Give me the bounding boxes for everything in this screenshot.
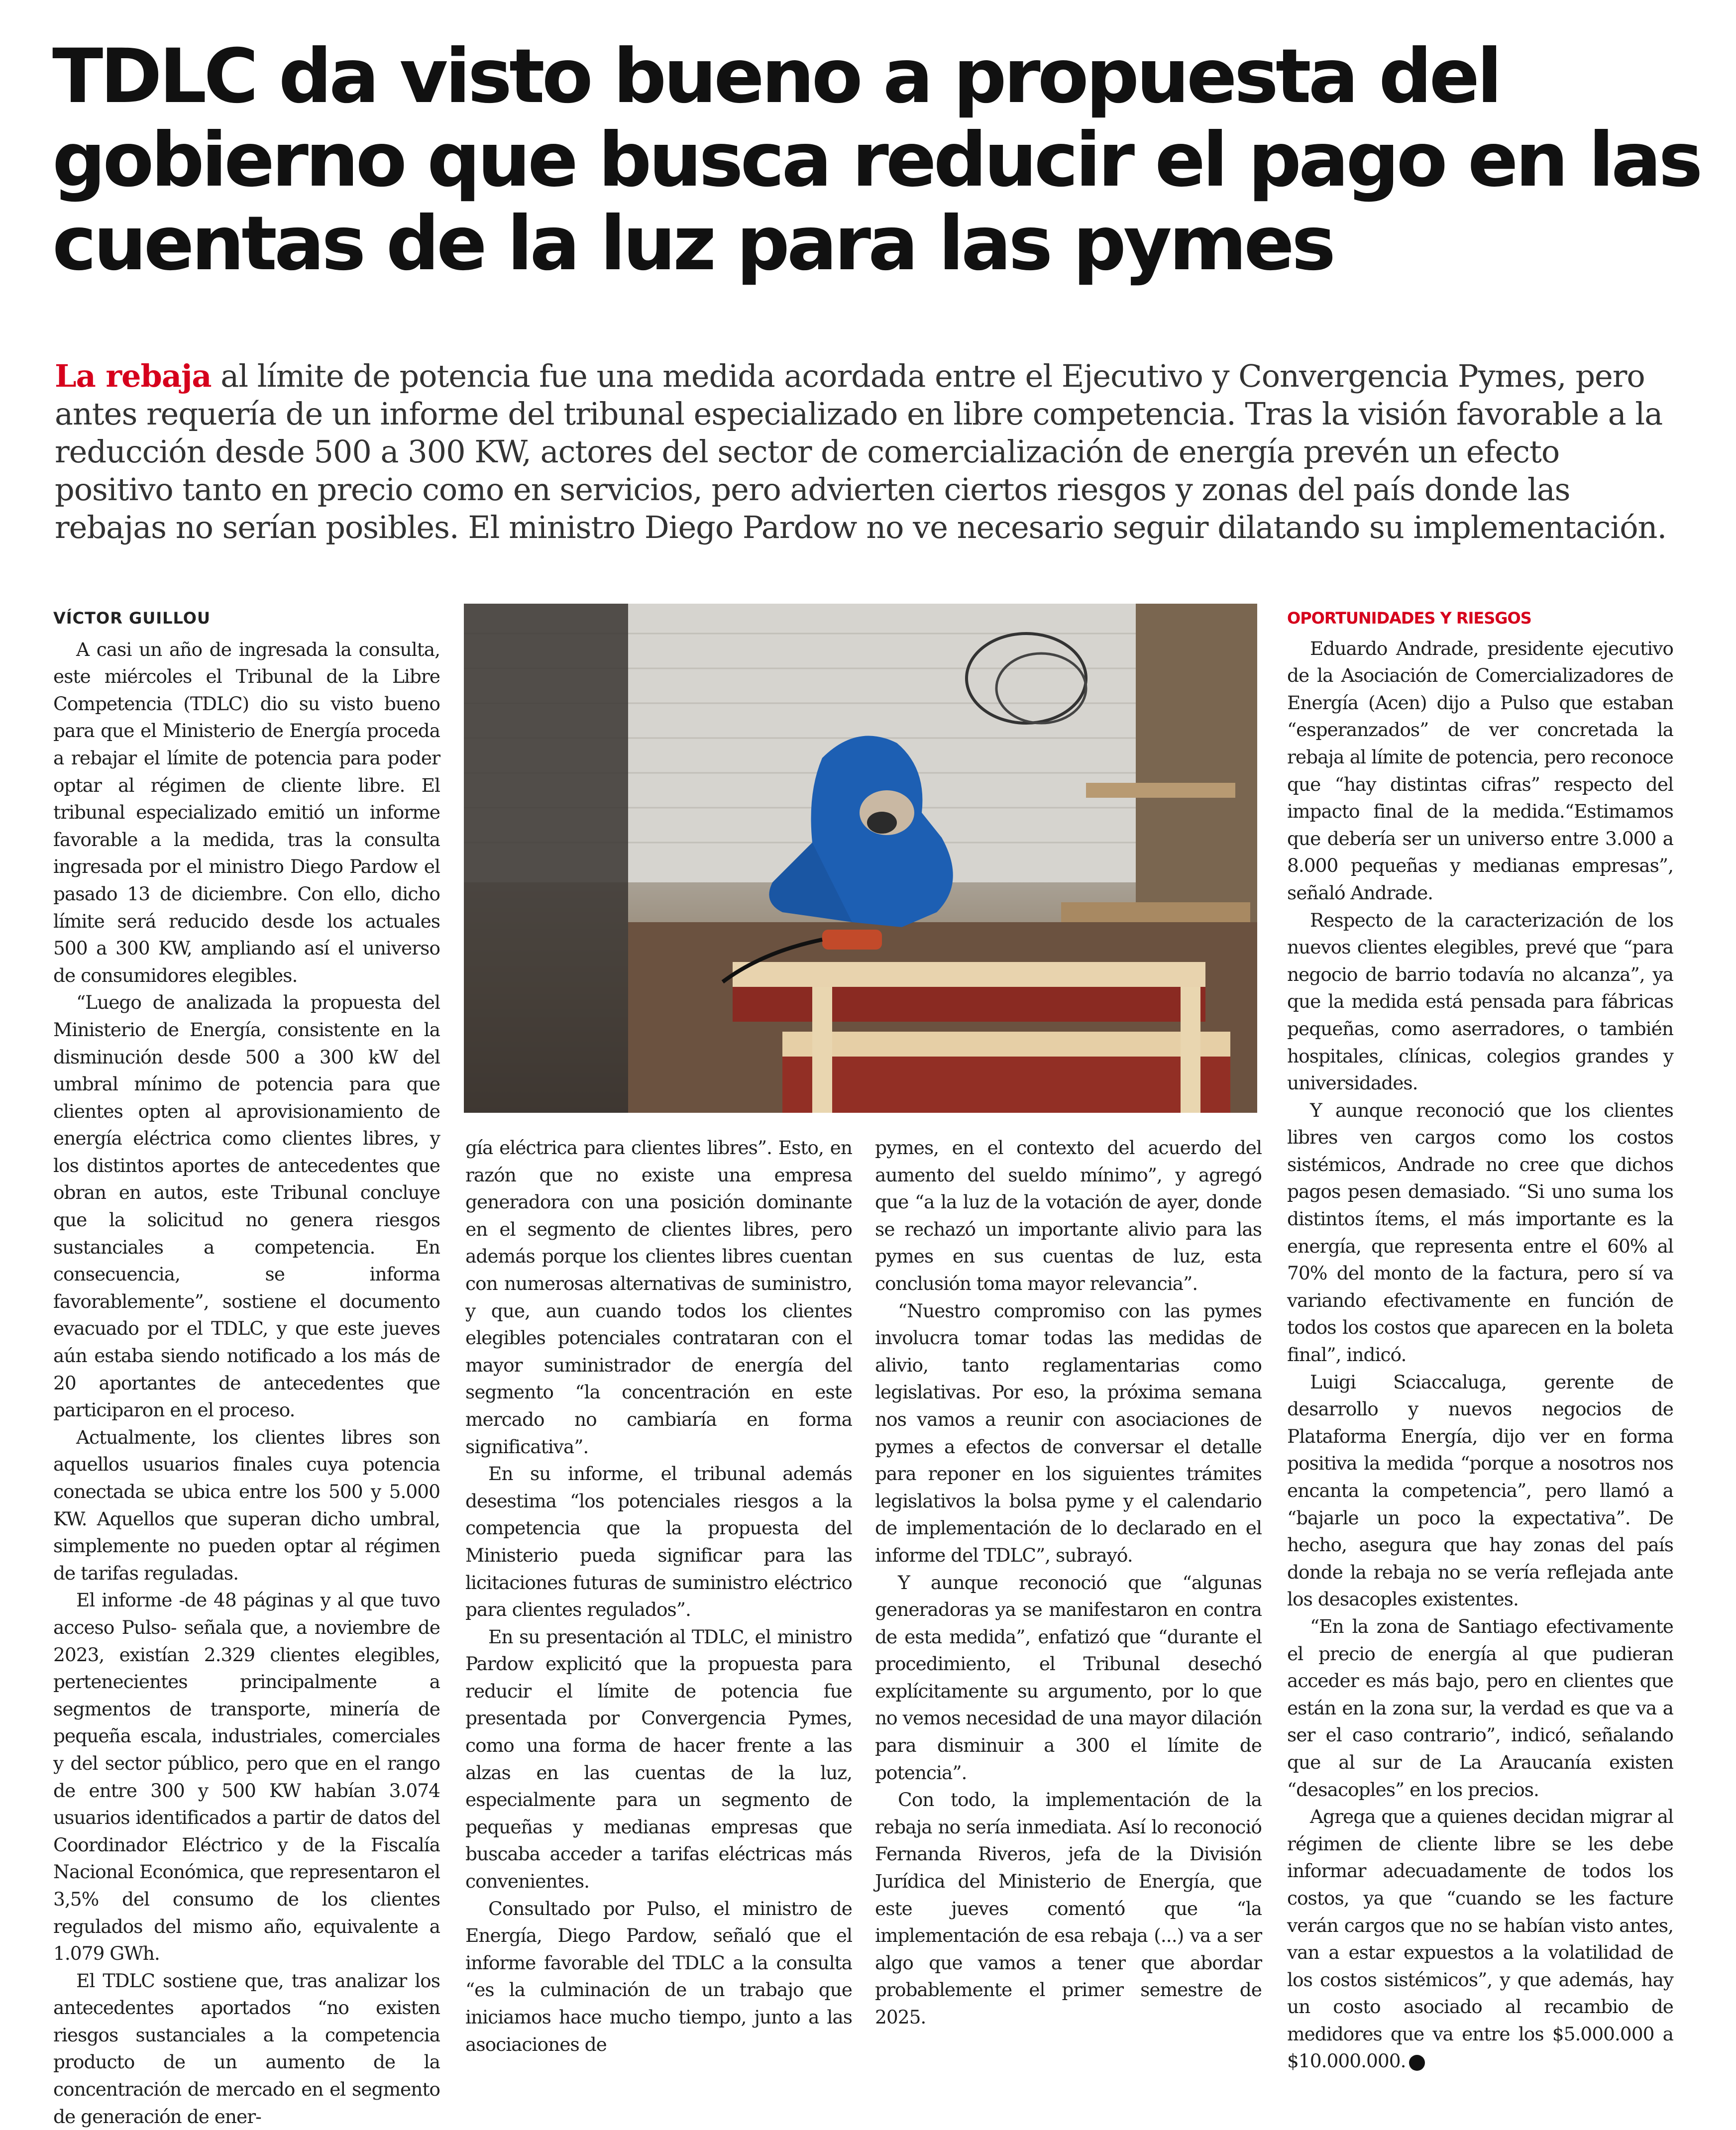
body-paragraph: Respecto de la caracterización de los nuevos clientes elegibles, prevé que “para negocio de barrio todavía no alcanza”, ya que la medida está pensada para fábricas pequeñas, como aserradores, o también hospitales, clínicas, colegios grandes y universidades. (1287, 909, 1673, 1094)
body-paragraph: Luigi Sciaccaluga, gerente de desarrollo y nuevos negocios de Plataforma Energía, dijo ver en forma positiva la medida “porque a nosotros nos encanta la competencia”, pero llamó a “bajarle un poco la expectativa”. De hecho, asegura que hay zonas del país donde la rebaja no se vería reflejada ante los desacoples existentes. (1287, 1371, 1673, 1610)
body-paragraph: gía eléctrica para clientes libres”. Esto, en razón que no existe una empresa generadora con una posición dominante en el segmento de clientes libres, pero además porque los clientes libres cuentan con numerosas alternativas de suministro, y que, aun cuando todos los clientes elegibles potenciales contrataran con el mayor suministrador de energía del segmento “la concentración en este mercado no cambiaría en forma significativa”. (465, 1137, 852, 1458)
column-2 (465, 1134, 852, 2058)
lead-kicker: La rebaja (55, 358, 212, 394)
body-paragraph: “Luego de analizada la propuesta del Ministerio de Energía, consistente en la disminución desde 500 a 300 kW del umbral mínimo de potencia para que clientes opten al aprovisionamiento de energía eléctrica como clientes libres, y los distintos aportes de antecedentes que obran en autos, este Tribunal concluye que la solicitud no genera riesgos sustanciales a competencia. En consecuencia, se informa favorablemente”, sostiene el documento evacuado por el TDLC, y que este jueves aún estaba siendo notificado a los más de 20 aportantes de antecedentes que participaron en el proceso. (53, 991, 440, 1421)
lead-text: al límite de potencia fue una medida acordada entre el Ejecutivo y Convergencia Pymes, pero antes requería de un informe del tribunal especializado en libre competencia. Tras la visión favorable a la reducción desde 500 a 300 KW, actores del sector de comercialización de energía prevén un efecto positivo tanto en precio como en servicios, pero advierten ciertos riesgos y zonas del país donde las rebajas no serían posibles. El ministro Diego Pardow no ve necesario seguir dilatando su implementación. (55, 358, 1667, 545)
body-paragraph (1287, 1803, 1673, 2075)
byline: VÍCTOR GUILLOU (53, 609, 211, 628)
body-paragraph: En su informe, el tribunal además desestima “los potenciales riesgos a la competencia que la propuesta del Ministerio pueda significar para las licitaciones futuras de suministro eléctrico para clientes regulados”. (465, 1463, 852, 1621)
body-paragraph: Actualmente, los clientes libres son aquellos usuarios finales cuya potencia conectada se ubica entre los 500 y 5.000 KW. Aquellos que superan dicho umbral, simplemente no pueden optar al régimen de tarifas reguladas. (53, 1426, 440, 1584)
headline (52, 33, 1700, 287)
body-paragraph: Y aunque reconoció que los clientes libres ven cargos como los costos sistémicos, Andrade no cree que dichos pagos pesen demasiado. “Si uno suma los distintos ítems, el más importante es la energía, que representa entre el 60% al 70% del monto de la factura, pero sí va variando efectivamente en función de todos los costos que aparecen en la boleta final”, indicó. (1287, 1099, 1673, 1366)
body-paragraph: “En la zona de Santiago efectivamente el precio de energía al que pudieran acceder es más bajo, pero en clientes que están en la zona sur, la verdad es que va a ser el caso contrario”, indicó, señalando que al sur de La Araucanía existen “desacoples” en los precios. (1287, 1615, 1673, 1801)
worker-sanding-wood-illustration (464, 604, 1257, 1113)
body-paragraph: “Nuestro compromiso con las pymes involucra tomar todas las medidas de alivio, tanto reglamentarias como legislativas. Por eso, la próxima semana nos vamos a reunir con asociaciones de pymes a efectos de conversar el detalle para reponer en los siguientes trámites legislativos la bolsa pyme y el calendario de implementación de lo declarado en el informe del TDLC”, subrayó. (875, 1299, 1262, 1566)
body-paragraph: Y aunque reconoció que “algunas generadoras ya se manifestaron en contra de esta medida”, enfatizó que “durante el procedimiento, el Tribunal desechó explícitamente su argumento, por lo que no vemos necesidad de una mayor dilación para disminuir a 300 el límite de potencia”. (875, 1571, 1262, 1784)
body-paragraph-text: Agrega que a quienes decidan migrar al régimen de cliente libre se les debe informar adecuadamente de todos los costos, ya que “cuando se les facture verán cargos que no se habían visto antes, van a estar expuestos a la volatilidad de los costos sistémicos”, y que además, hay un costo asociado al recambio de medidores que va entre los $5.000.000 a $10.000.000. (1287, 1806, 1673, 2072)
headline-line: gobierno que busca reducir el pago en las (52, 117, 1700, 204)
body-paragraph: Con todo, la implementación de la rebaja no sería inmediata. Así lo reconoció Fernanda Riveros, jefa de la División Jurídica del Ministerio de Energía, que este jueves comentó que “la implementación de esa rebaja (...) va a ser algo que vamos a tener que abordar probablemente el primer semestre de 2025. (875, 1789, 1262, 2028)
body-paragraph: En su presentación al TDLC, el ministro Pardow explicitó que la propuesta para reducir el límite de potencia fue presentada por Convergencia Pymes, como una forma de hacer frente a las alzas en las cuentas de la luz, especialmente para un segmento de pequeñas y medianas empresas que buscaba acceder a tarifas eléctricas más convenientes. (465, 1625, 852, 1893)
body-paragraph: Consultado por Pulso, el ministro de Energía, Diego Pardow, señaló que el informe favorable del TDLC a la consulta “es la culminación de un trabajo que iniciamos hace mucho tiempo, junto a las asociaciones de (465, 1897, 852, 2055)
article-photo (464, 604, 1257, 1113)
column-1 (53, 605, 440, 2130)
column-4 (1287, 605, 1673, 2075)
pulso-end-mark-icon: P (1409, 2055, 1425, 2071)
body-paragraph: pymes, en el contexto del acuerdo del aumento del sueldo mínimo”, y agregó que “a la luz de la votación de ayer, donde se rechazó un importante alivio para las pymes en sus cuentas de luz, esta conclusión toma mayor relevancia”. (875, 1137, 1262, 1294)
headline-line: cuentas de la luz para las pymes (52, 201, 1333, 287)
body-paragraph: Eduardo Andrade, presidente ejecutivo de la Asociación de Comercializadores de Energía (Acen) dijo a Pulso que estaban “esperanzados” de ver concretada la rebaja al límite de potencia, pero reconoce que “hay distintas cifras” respecto del impacto final de la medida.“Estimamos que debería ser un universo entre 3.000 a 8.000 pequeñas y medianas empresas”, señaló Andrade. (1287, 637, 1673, 904)
body-paragraph: A casi un año de ingresada la consulta, este miércoles el Tribunal de la Libre Competencia (TDLC) dio su visto bueno para que el Ministerio de Energía proceda a rebajar el límite de potencia para poder optar al régimen de cliente libre. El tribunal especializado emitió un informe favorable a la medida, tras la consulta ingresada por el ministro Diego Pardow el pasado 13 de diciembre. Con ello, dicho límite será reducido desde los actuales 500 a 300 KW, ampliando así el universo de consumidores elegibles. (53, 638, 440, 986)
lead-paragraph (55, 357, 1682, 546)
section-label: OPORTUNIDADES Y RIESGOS (1287, 609, 1531, 628)
body-paragraph: El TDLC sostiene que, tras analizar los antecedentes aportados “no existen riesgos sustanciales a la competencia producto de un aumento de la concentración de mercado en el segmento de generación de ener- (53, 1969, 440, 2128)
body-paragraph: El informe -de 48 páginas y al que tuvo acceso Pulso- señala que, a noviembre de 2023, existían 2.329 clientes elegibles, pertenecientes principalmente a segmentos de transporte, minería de pequeña escala, industriales, comerciales y del sector público, pero que en el rango de entre 300 y 500 KW habían 3.074 usuarios identificados a partir de datos del Coordinador Eléctrico y de la Fiscalía Nacional Económica, que representaron el 3,5% del consumo de los clientes regulados del mismo año, equivalente a 1.079 GWh. (53, 1589, 440, 1965)
column-3 (875, 1134, 1262, 2031)
headline-line: TDLC da visto bueno a propuesta del (52, 33, 1500, 120)
